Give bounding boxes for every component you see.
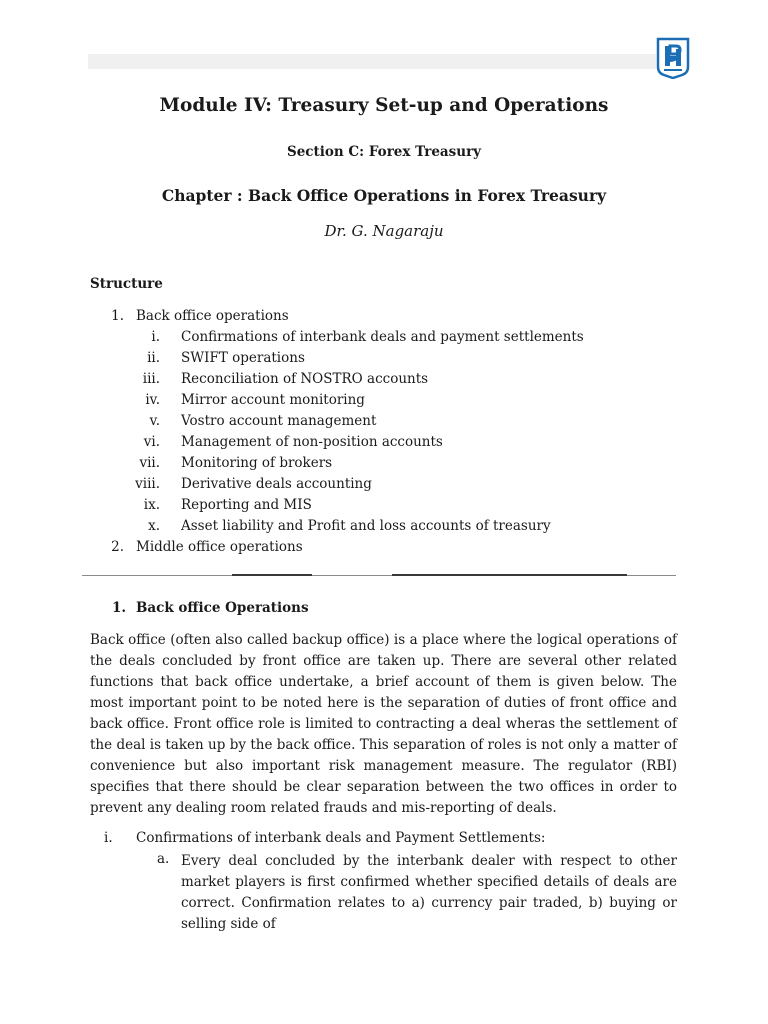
toc-subitem [0, 453, 768, 474]
section-title: Section C: Forex Treasury [286, 144, 482, 160]
toc-item [0, 537, 768, 558]
structure-heading: Structure [90, 276, 163, 292]
toc-label: Asset liability and Profit and loss accounts of treasury [181, 518, 551, 534]
toc-label: Reconciliation of NOSTRO accounts [181, 371, 429, 387]
publisher-logo-icon [656, 37, 690, 79]
toc-subitem [0, 390, 768, 411]
chapter-title: Chapter : Back Office Operations in Forex Treasury [161, 186, 607, 205]
toc-label: SWIFT operations [181, 350, 305, 366]
section-heading: Back office Operations [136, 600, 309, 616]
divider-segment [392, 574, 552, 576]
header-band [88, 54, 656, 69]
toc-item [0, 306, 768, 327]
structure-list [0, 306, 768, 558]
subsection-heading: Confirmations of interbank deals and Payment Settlements: [136, 830, 546, 846]
toc-label: Vostro account management [181, 413, 377, 429]
toc-number: ii. [147, 350, 160, 366]
toc-label: Middle office operations [136, 539, 303, 555]
toc-subitem [0, 411, 768, 432]
toc-subitem [0, 474, 768, 495]
toc-label: Monitoring of brokers [181, 455, 333, 471]
toc-subitem [0, 348, 768, 369]
divider-segment [547, 574, 627, 576]
toc-subitem [0, 495, 768, 516]
subsection-number: i. [104, 830, 113, 846]
toc-label: Reporting and MIS [181, 497, 312, 513]
section-number: 1. [112, 600, 127, 616]
toc-subitem [0, 369, 768, 390]
author-name: Dr. G. Nagaraju [324, 222, 444, 240]
body-paragraph: Back office (often also called backup office) is a place where the logical operations of the deals concluded by front office are taken up. There are several other related functions that back office undertake, a brief account of them is given below. The most important point to be noted here is the separation of duties of front office and back office. Front office role is limited to contracting a deal wheras the settlement of the deal is taken up by the back office. This separation of roles is not only a matter of convenience but also important risk management measure. The regulator (RBI) specifies that there should be clear separation between the two offices in order to prevent any dealing room related frauds and mis-reporting of deals. [90, 632, 677, 816]
toc-label: Back office operations [136, 308, 289, 324]
toc-number: v. [149, 413, 160, 429]
toc-number: x. [148, 518, 160, 534]
toc-number: vii. [139, 455, 160, 471]
toc-number: iv. [145, 392, 160, 408]
toc-number: vi. [143, 434, 160, 450]
module-title: Module IV: Treasury Set-up and Operations [159, 95, 609, 116]
divider-segment [232, 574, 312, 576]
toc-subitem [0, 516, 768, 537]
toc-number: iii. [142, 371, 160, 387]
toc-subitem [0, 432, 768, 453]
section-divider [82, 575, 676, 576]
toc-label: Derivative deals accounting [181, 476, 372, 492]
list-marker: a. [157, 851, 170, 867]
toc-number: 1. [111, 308, 124, 324]
toc-number: ix. [143, 497, 160, 513]
toc-number: viii. [135, 476, 160, 492]
toc-label: Confirmations of interbank deals and payment settlements [181, 329, 584, 345]
toc-label: Management of non-position accounts [181, 434, 443, 450]
toc-subitem [0, 327, 768, 348]
toc-label: Mirror account monitoring [181, 392, 365, 408]
list-item-text: Every deal concluded by the interbank dealer with respect to other market players is first confirmed whether specified details of deals are correct. Confirmation relates to a) currency pair traded, b) buying or selling side of [181, 853, 677, 932]
toc-number: 2. [111, 539, 124, 555]
toc-number: i. [151, 329, 160, 345]
